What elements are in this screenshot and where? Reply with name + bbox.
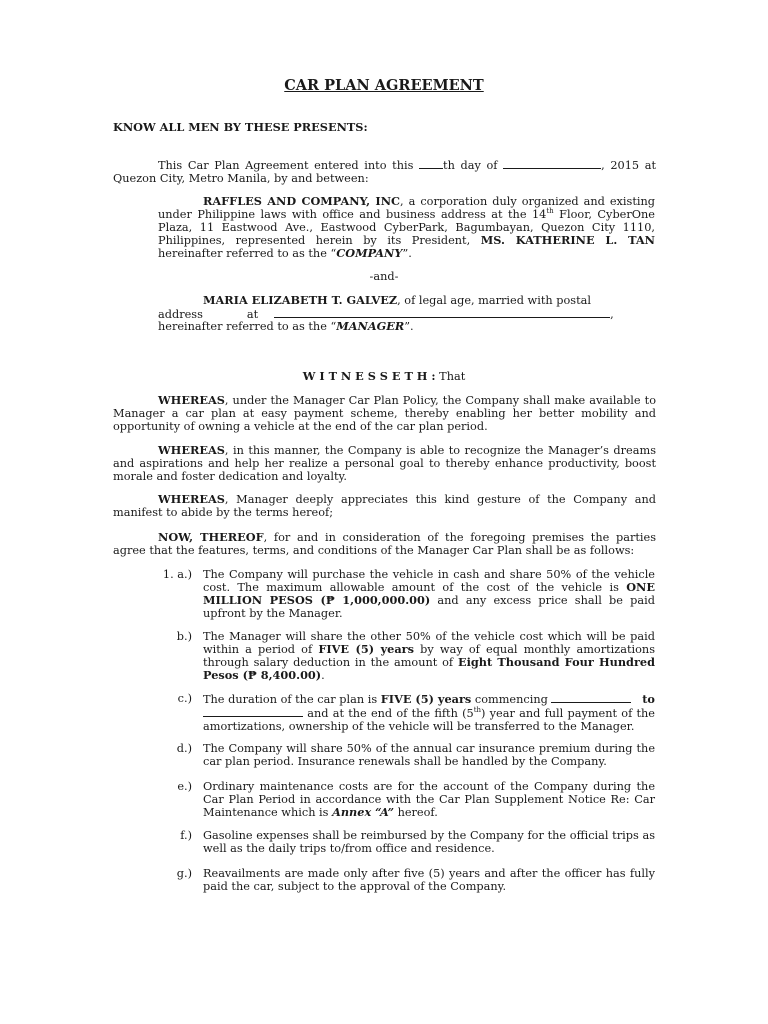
day-blank (419, 158, 443, 169)
fifth-superscript: th (473, 706, 482, 715)
now-therefore-text: , for and in consideration of the foregoing premises the parties agree that the features, terms, and conditions of the Manager Car Plan shall be as follows: (113, 531, 656, 557)
item-text (203, 568, 655, 620)
now-therefore-clause (113, 531, 656, 557)
item-text (203, 780, 655, 819)
item-label: b.) (176, 630, 192, 643)
whereas-clause-1 (113, 394, 656, 433)
item-b-text-a: The Manager will share the other 50% of the vehicle cost which will be paid within a period of (203, 630, 655, 656)
item-label: d.) (176, 742, 192, 755)
item-label: g.) (176, 867, 192, 880)
company-alias: COMPANY (336, 246, 403, 260)
item-a-text-a: The Company will purchase the vehicle in cash and share 50% of the vehicle cost. The maximum allowable amount of the cost of the vehicle is (203, 568, 655, 594)
whereas-3-bold: WHEREAS (158, 492, 225, 506)
company-text-a: , a corporation duly organized and existing under Philippine laws with office and business address at the 14 (158, 195, 655, 221)
salutation: KNOW ALL MEN BY THESE PRESENTS: (113, 120, 368, 134)
item-e-text-b: hereof. (393, 806, 438, 819)
company-text-b: Floor, CyberOne Plaza, 11 Eastwood Ave., Eastwood CyberPark, Bagumbayan, Quezon City 1110, Philippines, represented herein by its President, (158, 208, 655, 247)
company-text-d: ”. (402, 247, 412, 260)
manager-text-f: ”. (404, 320, 414, 333)
item-c-text-c: and at the end of the fifth (5 (303, 707, 474, 720)
manager-name: MARIA ELIZABETH T. GALVEZ (203, 293, 398, 307)
manager-party-line-1 (158, 294, 655, 307)
whereas-1-bold: WHEREAS (158, 393, 225, 407)
start-date-blank (551, 692, 631, 703)
whereas-1-text: , under the Manager Car Plan Policy, the Company shall make available to Manager a car plan at easy payment scheme, thereby enabling her better mobility and opportunity of owning a vehicle at the end of the car plan period. (113, 394, 656, 433)
witnesseth-heading (0, 370, 768, 383)
item-a-text-b: and any excess price shall be paid upfront by the Manager. (203, 594, 655, 620)
intro-text-a: This Car Plan Agreement entered into this (158, 159, 420, 172)
company-text-c: hereinafter referred to as the “ (158, 247, 337, 260)
witnesseth-bold: W I T N E S S E T H : (302, 369, 436, 383)
manager-party-line-3 (158, 320, 655, 333)
intro-text-c: , 2015 at Quezon City, Metro Manila, by and between: (113, 159, 656, 185)
manager-text-e: hereinafter referred to as the “ (158, 320, 337, 333)
item-b-text-b: by way of equal monthly amortizations through salary deduction in the amount of (203, 643, 655, 669)
whereas-3-text: , Manager deeply appreciates this kind gesture of the Company and manifest to abide by the terms hereof; (113, 493, 656, 519)
item-text: Reavailments are made only after five (5) years and after the officer has fully paid the car, subject to the approval of the Company. (203, 867, 655, 893)
whereas-2-text: , in this manner, the Company is able to recognize the Manager’s dreams and aspirations and help her realize a personal goal to thereby enhance productivity, boost morale and foster dedication and loyalty. (113, 444, 656, 483)
item-a-amount: ONE MILLION PESOS (₱ 1,000,000.00) (203, 580, 655, 607)
item-c-text-a: The duration of the car plan is (203, 693, 381, 706)
manager-party-line-2 (158, 307, 655, 321)
item-text: Gasoline expenses shall be reimbursed by the Company for the official trips as well as the daily trips to/from office and residence. (203, 829, 655, 855)
item-label: 1. a.) (162, 568, 192, 581)
whereas-2-bold: WHEREAS (158, 443, 225, 457)
company-president: MS. KATHERINE L. TAN (480, 233, 655, 247)
item-text (203, 692, 655, 733)
and-separator: -and- (369, 270, 399, 283)
now-therefore-bold: NOW, THEREOF (158, 530, 264, 544)
company-party-paragraph (158, 195, 655, 260)
item-b-text-c: . (321, 669, 325, 682)
item-c-duration: FIVE (5) years (380, 692, 472, 706)
item-c-text-b: commencing (471, 693, 552, 706)
address-blank (274, 307, 610, 318)
item-text (203, 630, 655, 682)
whereas-clause-2 (113, 444, 656, 483)
month-blank (503, 158, 601, 169)
item-e-annex: Annex “A” (332, 805, 394, 819)
address-comma: , (610, 308, 614, 321)
witnesseth-rest: That (435, 370, 466, 383)
address-at: at (246, 308, 259, 321)
item-label: e.) (177, 780, 192, 793)
manager-text-a: , of legal age, married with postal (397, 294, 591, 307)
item-e-text-a: Ordinary maintenance costs are for the account of the Company during the Car Plan Period in accordance with the Car Plan Supplement Notice Re: Car Maintenance which is (203, 780, 655, 819)
item-c-to: to (642, 692, 655, 706)
item-b-period: FIVE (5) years (318, 642, 414, 656)
address-label: address (158, 308, 203, 321)
item-text: The Company will share 50% of the annual car insurance premium during the car plan period. Insurance renewals shall be handled by the Company. (203, 742, 655, 768)
end-date-blank (203, 706, 303, 717)
floor-superscript: th (546, 207, 554, 216)
intro-paragraph (113, 158, 656, 185)
item-c-text-d: ) year and full payment of the amortizations, ownership of the vehicle will be transferred to the Manager. (203, 707, 655, 733)
company-name: RAFFLES AND COMPANY, INC (203, 194, 401, 208)
document-title: CAR PLAN AGREEMENT (284, 77, 484, 94)
item-label: f.) (180, 829, 192, 842)
item-b-amount: Eight Thousand Four Hundred Pesos (₱ 8,400.00) (203, 655, 655, 682)
item-label: c.) (177, 692, 192, 705)
manager-alias: MANAGER (336, 319, 405, 333)
intro-text-b: th day of (443, 159, 504, 172)
whereas-clause-3 (113, 493, 656, 519)
